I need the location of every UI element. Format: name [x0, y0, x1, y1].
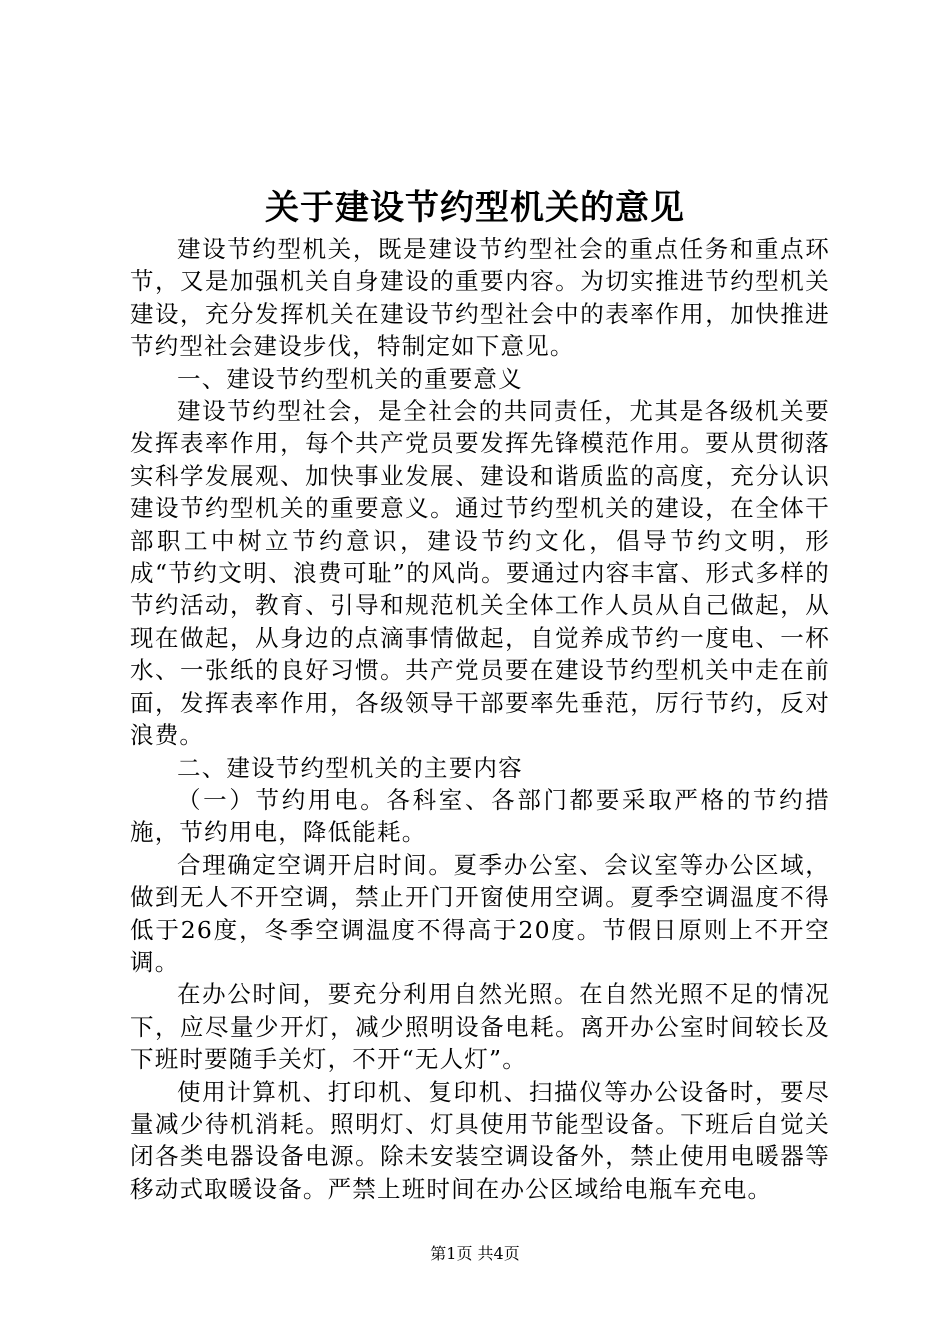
- paragraph-intro: 建设节约型机关，既是建设节约型社会的重点任务和重点环节，又是加强机关自身建设的重要内容。为切实推进节约型机关建设，充分发挥机关在建设节约型社会中的表率作用，加快推进节约型社会建设步伐，特制定如下意见。: [130, 235, 830, 361]
- section-heading-2: 二、建设节约型机关的主要内容: [177, 753, 523, 782]
- section-heading-1: 一、建设节约型机关的重要意义: [177, 364, 523, 393]
- paragraph-office-equipment: 使用计算机、打印机、复印机、扫描仪等办公设备时，要尽量减少待机消耗。照明灯、灯具使用节能型设备。下班后自觉关闭各类电器设备电源。除未安装空调设备外，禁止使用电暖器等移动式取暖设备。严禁上班时间在办公区域给电瓶车充电。: [130, 1077, 830, 1203]
- paragraph-air-conditioning: 合理确定空调开启时间。夏季办公室、会议室等办公区域，做到无人不开空调，禁止开门开窗使用空调。夏季空调温度不得低于26度，冬季空调温度不得高于20度。节假日原则上不开空调。: [130, 850, 830, 976]
- paragraph-significance: 建设节约型社会，是全社会的共同责任，尤其是各级机关要发挥表率作用，每个共产党员要发挥先锋模范作用。要从贯彻落实科学发展观、加快事业发展、建设和谐质监的高度，充分认识建设节约型机关的重要意义。通过节约型机关的建设，在全体干部职工中树立节约意识，建设节约文化，倡导节约文明，形成“节约文明、浪费可耻”的风尚。要通过内容丰富、形式多样的节约活动，教育、引导和规范机关全体工作人员从自己做起，从现在做起，从身边的点滴事情做起，自觉养成节约一度电、一杯水、一张纸的良好习惯。共产党员要在建设节约型机关中走在前面，发挥表率作用，各级领导干部要率先垂范，厉行节约，反对浪费。: [130, 397, 830, 750]
- document-title: 关于建设节约型机关的意见: [265, 188, 685, 228]
- paragraph-lighting: 在办公时间，要充分利用自然光照。在自然光照不足的情况下，应尽量少开灯，减少照明设备电耗。离开办公室时间较长及下班时要随手关灯，不开“无人灯”。: [130, 980, 830, 1074]
- page-footer: 第1页 共4页: [430, 1244, 520, 1263]
- subsection-heading-electricity: （一）节约用电。各科室、各部门都要采取严格的节约措施，节约用电，降低能耗。: [130, 785, 830, 847]
- document-body: [130, 233, 830, 1205]
